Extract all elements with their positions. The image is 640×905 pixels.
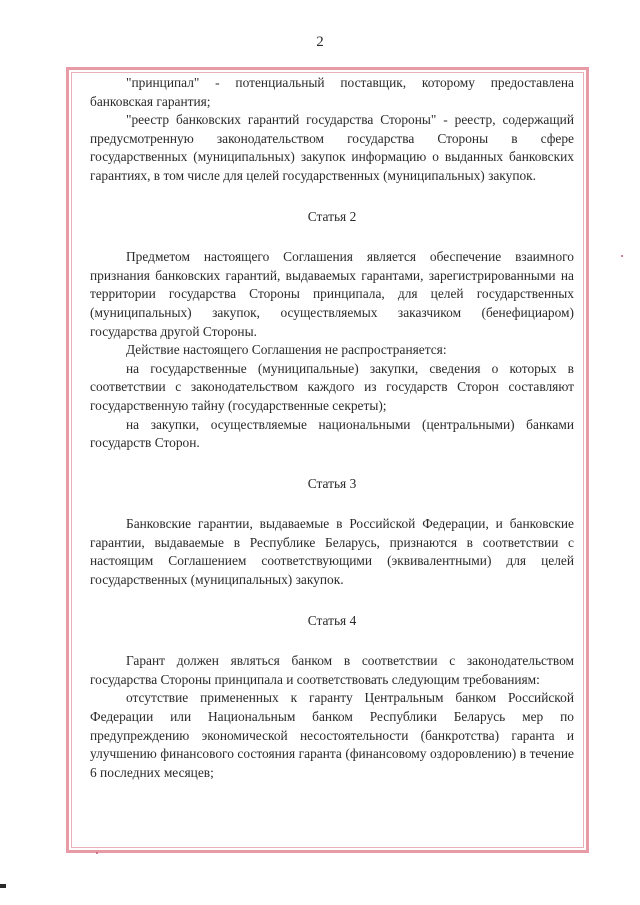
article-4-requirement-no-measures: отсутствие примененных к гаранту Центральным банком Российской Федерации или Национальным банком Республики Беларусь мер по предупреждению экономической несостоятельности (банкротства) гаранта и улучшению финансового состояния гаранта (финансовому оздоровлению) в течение 6 последних месяцев; — [90, 690, 574, 780]
article-2-exclusions-intro: Действие настоящего Соглашения не распространяется: — [126, 342, 447, 358]
article-2-heading: Статья 2 — [307, 208, 357, 224]
definition-principal: "принципал" - потенциальный поставщик, которому предоставлена банковская гарантия; — [90, 75, 574, 109]
scan-speck — [621, 255, 623, 257]
article-3-recognition: Банковские гарантии, выдаваемые в Российской Федерации, и банковские гарантии, выдаваемые в Республике Беларусь, признаются в соответствии с настоящим Соглашением соответствующими (эквивалентными) для целей государственных (муниципальных) закупок. — [90, 516, 574, 588]
article-3-heading: Статья 3 — [307, 475, 357, 491]
definition-registry: "реестр банковских гарантий государства Стороны" - реестр, содержащий предусмотренную законодательством государства Стороны в сфере государственных (муниципальных) закупок информацию о выданных банковских гарантиях, в том числе для целей государственных (муниципальных) закупок. — [90, 112, 574, 183]
article-4-requirements-intro: Гарант должен являться банком в соответствии с законодательством государства Стороны принципала и соответствовать следующим требованиям: — [90, 653, 574, 687]
page-number: 2 — [316, 34, 324, 50]
scan-speck — [96, 852, 98, 854]
article-2-exclusion-central-banks: на закупки, осуществляемые национальными (центральными) банками государств Сторон. — [90, 416, 574, 451]
article-2-exclusion-secret: на государственные (муниципальные) закупки, сведения о которых в соответствии с законодательством каждого из государств Сторон составляют государственную тайну (государственные секреты); — [90, 360, 574, 413]
article-2-subject: Предметом настоящего Соглашения является обеспечение взаимного признания банковских гарантий, выдаваемых гарантами, зарегистрированными на территории государства Стороны принципала, для целей государственных (муниципальных) закупок, осуществляемых заказчиком (бенефициаром) государства другой Стороны. — [90, 249, 574, 339]
article-4-heading: Статья 4 — [307, 612, 357, 628]
scan-edge-mark — [0, 884, 6, 888]
document-body — [90, 74, 574, 782]
